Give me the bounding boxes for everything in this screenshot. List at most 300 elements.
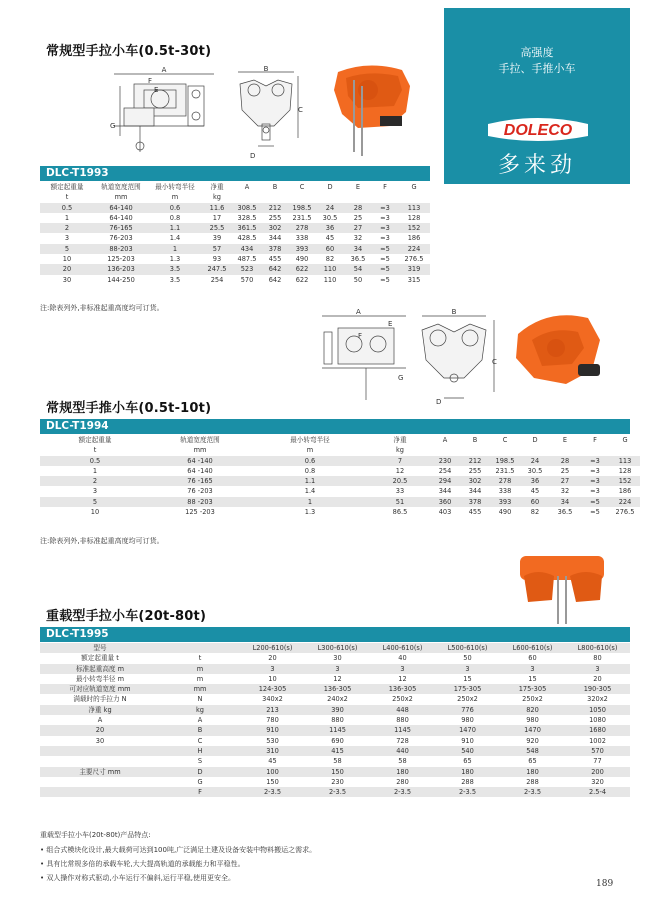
table-row [40,736,630,746]
table-cell: 428.5 [237,234,257,243]
table-cell: ≈5 [372,244,398,254]
header-cell: t [40,445,150,455]
table-cell: 27 [550,476,580,486]
table-cell: ≈3 [590,487,600,496]
table-cell: 175-305 [435,684,500,694]
table-cell: 最小转弯半径 m [75,674,125,683]
header-cell [490,445,520,455]
table-cell: 64 -140 [187,466,213,475]
table-row [40,643,630,653]
table-cell: 110 [316,264,344,274]
table-cell: 10 [62,255,72,264]
table-row [40,507,640,517]
table-row [40,684,630,694]
table-row [40,275,430,285]
table-cell: 1.3 [304,508,316,517]
table-cell: 20 [40,725,160,735]
logo-text: DOLECO [503,122,573,139]
table-cell: 570 [565,746,630,756]
table-cell: 2-3.5 [435,787,500,797]
svg-text:F: F [148,77,153,85]
table-cell: 150 [305,767,370,777]
svg-text:C: C [492,358,497,366]
table-cell: 27 [344,223,372,233]
table-cell: 642 [262,264,288,274]
table-cell: 54 [344,264,372,274]
table-cell: 1 [92,466,98,475]
header-cell [232,192,262,202]
table-cell: 570 [240,275,254,284]
table-cell: 3 [92,487,98,496]
table-cell: 360 [430,497,460,507]
table-cell: ≈5 [590,508,600,517]
table-row [40,767,630,777]
table-cell: 1.1 [148,223,202,233]
table-cell [40,787,160,797]
table-cell: 1 [64,213,70,222]
header-cell [550,445,580,455]
table-cell: 20 [40,264,94,274]
table-cell: 150 [266,777,279,786]
table-cell: 276.5 [615,508,635,517]
header-cell: F [580,435,610,445]
table-cell: 415 [305,746,370,756]
table-cell: 28 [550,456,580,466]
table-cell: 186 [618,487,632,496]
svg-text:E: E [154,86,159,94]
table-cell: 393 [490,497,520,507]
table-cell: 净重 kg [40,705,160,715]
table-row [40,476,640,486]
table-cell: 36.5 [557,508,573,517]
table-cell: 0.5 [40,456,150,466]
table-cell: 980 [526,716,539,725]
table-cell: 25 [353,213,363,222]
table-cell: 224 [398,244,430,254]
table-cell: 77 [593,757,602,766]
table-cell: ≈3 [372,223,398,233]
table-cell: L400-610(s) [370,643,435,653]
header-cell: mm [94,192,148,202]
table-cell: 82 [325,255,335,264]
table-row [40,486,640,496]
table-cell: 3.5 [148,264,202,274]
table-cell: G [197,777,203,786]
table-cell: 728 [396,736,409,745]
table-cell: 主要尺寸 mm [40,767,160,777]
table-cell: 10 [268,674,277,683]
header-cell: 轨道宽度范围 [150,435,250,445]
table-cell: 2 [40,223,94,233]
table-cell: 20.5 [370,476,430,486]
table-cell: 319 [398,264,430,274]
table-cell: 3.5 [169,275,181,284]
table-cell: 288 [461,777,474,786]
table-cell: 76 -203 [187,487,213,496]
table-cell: 型号 [40,643,160,653]
table-cell: 额定起重量 t [81,654,119,663]
table-cell: 33 [395,487,405,496]
table-cell: ≈3 [590,466,600,475]
table-cell: 152 [398,223,430,233]
section-title-t1993: 常规型手拉小车(0.5t-30t) [46,44,212,59]
table-cell: 0.8 [304,466,316,475]
table-cell: 45 [268,757,277,766]
table-header-row [40,182,430,192]
table-cell: 58 [398,757,407,766]
table-cell: 776 [435,705,500,715]
table-cell: 128 [407,213,421,222]
table-cell: H [160,746,240,756]
table-cell: 910 [461,736,474,745]
brand-cn-name: 多来劲 [497,153,576,178]
table-cell: 0.6 [250,456,370,466]
table-cell: 490 [295,255,309,264]
table-cell: 125 -203 [185,508,215,517]
t1994-side-drawing [318,308,410,408]
table-cell: 1080 [589,716,606,725]
table-cell: 455 [468,508,482,517]
table-cell: 60 [520,497,550,507]
table-cell: 642 [268,275,282,284]
table-cell: 622 [295,275,309,284]
table-cell: 136-203 [94,264,148,274]
table-cell: L500-610(s) [435,643,500,653]
table-cell: 302 [262,223,288,233]
table-cell: 448 [370,705,435,715]
table-cell: 86.5 [392,508,408,517]
table-cell: 1 [250,497,370,507]
svg-text:D: D [250,152,256,160]
table-cell: 39 [212,234,222,243]
table-cell: 440 [370,746,435,756]
table-cell: 3 [64,234,70,243]
table-cell: 32 [560,487,570,496]
table-row [40,746,630,756]
table-cell: 180 [370,767,435,777]
table-cell: 88 -203 [150,497,250,507]
table-cell: 308.5 [232,203,262,213]
table-cell: ≈5 [580,497,610,507]
table-cell: 1 [148,244,202,254]
table-cell: 200 [565,767,630,777]
header-cell: mm [150,445,250,455]
table-cell: 1.3 [169,255,181,264]
table-cell: N [197,695,203,704]
table-cell: 30.5 [527,466,543,475]
table-cell: 65 [528,757,537,766]
table-cell: 1680 [565,725,630,735]
table-cell: 57 [202,244,232,254]
table-cell: 36.5 [350,255,366,264]
table-cell: L600-610(s) [500,643,565,653]
table-cell: 40 [398,654,407,663]
header-cell: kg [202,192,232,202]
table-cell: B [160,725,240,735]
feature-item-1: • 组合式模块化设计,最大载荷可达到100吨,广泛满足土建及设备安装中物料搬运之需求。 [40,846,317,854]
table-cell: 30.5 [322,213,338,222]
header-cell: 最小转弯半径 [250,435,370,445]
table-cell: 64-140 [94,203,148,213]
header-cell: C [288,182,316,192]
table-cell: 530 [266,736,279,745]
table-cell: 76 -165 [150,476,250,486]
table-cell: 255 [468,466,482,475]
table-cell: 280 [396,777,409,786]
table-cell: 36 [316,223,344,233]
header-cell: B [262,182,288,192]
t1994-front-drawing [414,308,500,408]
table-cell: 144-250 [107,275,135,284]
table-cell: 250x2 [522,695,543,704]
header-cell: 额定起重量 [40,435,150,445]
table-cell: 780 [266,716,279,725]
header-cell: D [316,182,344,192]
table-cell: 3 [565,664,630,674]
table-row [40,653,630,663]
table-cell: 25 [560,466,570,475]
table-row [40,777,630,787]
table-row [40,664,630,674]
table-cell: 51 [370,497,430,507]
table-cell: S [197,757,203,766]
t1993-side-drawing [104,66,224,162]
table-cell: 60 [316,244,344,254]
table-cell: 45 [325,234,335,243]
table-cell: L800-610(s) [565,643,630,653]
header-cell: 最小转弯半径 [148,182,202,192]
table-cell: 110 [323,275,337,284]
table-cell: 276.5 [404,255,424,264]
table-cell: 186 [407,234,421,243]
table-cell: 250x2 [457,695,478,704]
table-cell: 255 [268,213,282,222]
spec-table-t1993 [40,182,430,285]
table-cell: A [197,716,203,725]
table-row [40,203,430,213]
table-cell: 302 [460,476,490,486]
table-cell: 231.5 [292,213,312,222]
table-cell: 3 [370,664,435,674]
table-row [40,254,430,264]
table-cell: ≈3 [380,213,390,222]
table-row [40,787,630,797]
table-cell: 344 [438,487,452,496]
table-cell: 28 [344,203,372,213]
table-cell [40,746,160,756]
table-cell: 344 [268,234,282,243]
table-cell: 64-140 [109,213,133,222]
table-cell: 980 [461,716,474,725]
table-cell: 212 [460,456,490,466]
table-cell: 36 [520,476,550,486]
table-cell: 32 [353,234,363,243]
table-cell: 230 [430,456,460,466]
header-cell [430,445,460,455]
table-cell: 455 [268,255,282,264]
table-cell: 487.5 [237,255,257,264]
table-cell: 124-305 [240,684,305,694]
header-cell [344,192,372,202]
table-row [40,674,630,684]
spec-table-t1994 [40,435,640,517]
table-cell: 15 [528,674,537,683]
header-cell: D [520,435,550,445]
table-cell: 1.1 [250,476,370,486]
table-cell: 198.5 [490,456,520,466]
table-cell: 820 [500,705,565,715]
svg-text:A: A [161,66,167,74]
table-cell: 240x2 [327,695,348,704]
t1993-product-photo [318,56,422,160]
table-cell [40,777,160,787]
table-row [40,715,630,725]
table-cell: 80 [593,654,602,663]
table-cell: 403 [438,508,452,517]
table-cell: 910 [240,725,305,735]
table-cell: 180 [500,767,565,777]
table-cell: 34 [344,244,372,254]
table-cell: 294 [430,476,460,486]
table-cell: m [160,664,240,674]
note-t1993: 注:除表列外,非标准起重高度均可订货。 [40,304,164,312]
section-title-t1995: 重载型手拉小车(20t-80t) [46,609,207,624]
table-cell: 50 [353,275,363,284]
table-cell: 0.8 [169,213,181,222]
table-cell: 2-3.5 [305,787,370,797]
table-cell: 3 [500,664,565,674]
model-label-t1995: DLC-T1995 [46,628,109,640]
header-cell [288,192,316,202]
table-cell: 64 -140 [150,456,250,466]
header-cell: G [610,435,640,445]
table-row [40,756,630,766]
table-cell: 100 [240,767,305,777]
table-cell: 2-3.5 [370,787,435,797]
table-cell: 3 [435,664,500,674]
header-cell [580,445,610,455]
table-cell: 622 [288,264,316,274]
table-cell: ≈5 [380,255,390,264]
table-cell: 24 [316,203,344,213]
header-cell: 轨道宽度范围 [94,182,148,192]
table-cell: ≈5 [372,264,398,274]
table-cell: 434 [232,244,262,254]
section-title-t1994: 常规型手推小车(0.5t-10t) [46,401,212,416]
table-cell: D [160,767,240,777]
page-number: 189 [596,879,614,889]
table-cell: 920 [526,736,539,745]
table-cell: 76-165 [94,223,148,233]
table-cell: 338 [498,487,512,496]
svg-text:A: A [356,308,361,316]
header-cell: E [344,182,372,192]
brand-tagline-2: 手拉、手推小车 [498,62,576,75]
header-cell: E [550,435,580,445]
table-cell: 2.5-4 [565,787,630,797]
table-cell: 可对应轨道宽度 mm [40,684,160,694]
header-cell [460,445,490,455]
table-cell: 45 [530,487,540,496]
model-label-t1993: DLC-T1993 [46,167,109,179]
table-cell: 320x2 [587,695,608,704]
table-cell: 30 [62,275,72,284]
t1995-product-photo [514,546,610,626]
table-cell: F [160,787,240,797]
table-cell: 288 [526,777,539,786]
table-cell: 136-305 [370,684,435,694]
table-cell: 20 [268,654,277,663]
header-cell: t [40,192,94,202]
table-cell: 278 [490,476,520,486]
table-row [40,705,630,715]
table-cell: 0.5 [40,203,94,213]
table-cell: 328.5 [237,213,257,222]
header-cell: A [430,435,460,445]
table-row [40,264,430,274]
table-cell: 198.5 [288,203,316,213]
features-title: 重载型手拉小车(20t-80t)产品特点: [40,831,151,839]
table-cell: 34 [550,497,580,507]
header-cell: 额定起重量 [40,182,94,192]
table-cell: 338 [295,234,309,243]
table-cell: m [196,674,204,683]
header-cell: F [372,182,398,192]
header-cell [262,192,288,202]
table-cell: 11.6 [202,203,232,213]
t1994-product-photo [508,304,608,396]
table-cell: 25.5 [202,223,232,233]
header-cell: 净重 [370,435,430,445]
table-cell: 82 [530,508,540,517]
table-cell: ≈3 [580,476,610,486]
table-cell: kg [160,705,240,715]
table-cell: 523 [232,264,262,274]
header-cell: B [460,435,490,445]
table-cell: 1002 [589,736,606,745]
table-cell: 3 [305,664,370,674]
table-cell: t [198,654,202,663]
header-cell [372,192,398,202]
table-cell: 1.4 [169,234,181,243]
spec-table-t1995 [40,643,630,797]
table-cell: ≈3 [580,456,610,466]
header-cell [610,445,640,455]
table-cell: 24 [520,456,550,466]
table-cell: 1050 [565,705,630,715]
header-cell: C [490,435,520,445]
table-cell: 30 [95,736,105,745]
table-cell: C [197,736,203,745]
table-cell: 490 [498,508,512,517]
table-cell: 1.4 [304,487,316,496]
table-cell: 58 [333,757,342,766]
table-cell: 125-203 [107,255,135,264]
svg-text:B: B [263,66,269,73]
doleco-logo [484,114,592,144]
table-cell: 190-305 [565,684,630,694]
t1993-front-drawing [234,66,304,162]
table-cell: 247.5 [202,264,232,274]
table-row [40,694,630,704]
table-cell: 361.5 [232,223,262,233]
header-cell [520,445,550,455]
table-cell: 65 [463,757,472,766]
table-header-row [40,445,640,455]
table-cell: 880 [396,716,409,725]
svg-text:D: D [436,398,442,406]
table-cell: 340x2 [262,695,283,704]
